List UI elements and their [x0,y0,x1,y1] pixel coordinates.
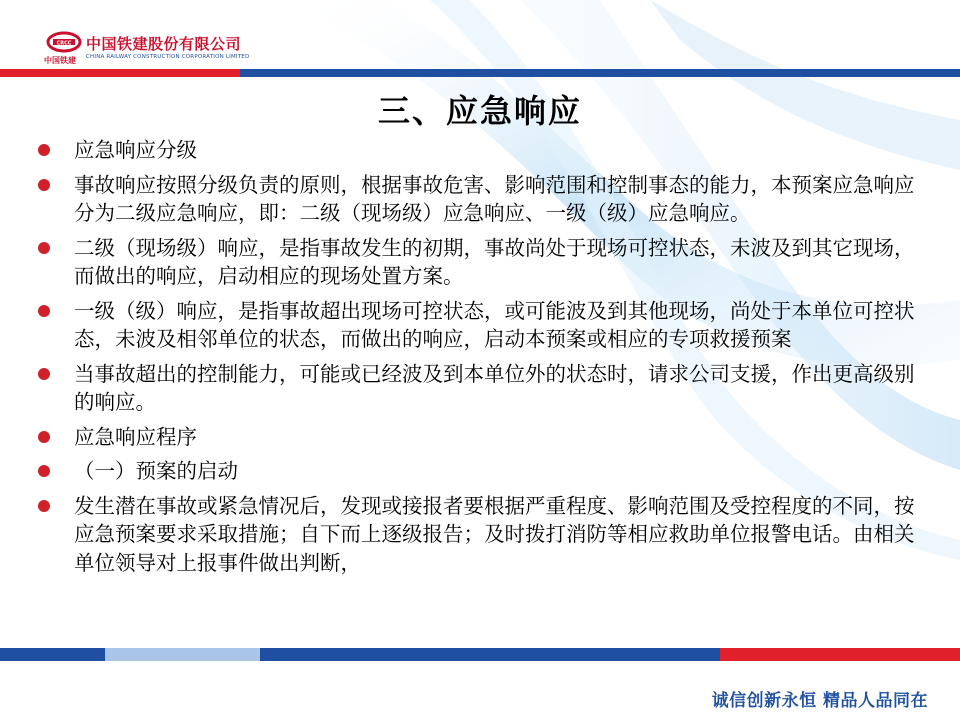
crcc-logo-icon [46,30,82,54]
top-stripe-red [0,69,240,77]
company-name-cn: 中国铁建股份有限公司 [86,35,242,53]
list-item-text: 二级（现场级）响应，是指事故发生的初期，事故尚处于现场可控状态，未波及到其它现场，而做出的响应，启动相应的现场处置方案。 [74,235,915,288]
bullet-icon [38,500,50,512]
list-item [38,136,918,165]
top-stripe-blue [240,69,960,77]
list-item-text: （一）预案的启动 [74,459,238,483]
list-item-text: 应急响应程序 [74,424,197,449]
svg-text:CRCC: CRCC [56,40,72,47]
bullet-icon [38,242,50,254]
bottom-stripe-blue [260,648,720,661]
footer-slogan: 诚信创新永恒 精品人品同在 [711,691,928,711]
brand-short-name: 中国铁建 [44,56,76,65]
list-item [38,457,918,486]
bullet-icon [38,431,50,443]
bullet-icon [38,144,50,156]
company-name-en: CHINA RAILWAY CONSTRUCTION CORPORATION LIMITED [86,54,250,60]
top-stripe [0,69,960,77]
list-item [38,297,918,354]
list-item-text: 一级（级）响应，是指事故超出现场可控状态，或可能波及到其他现场，尚处于本单位可控状态，未波及相邻单位的状态，而做出的响应，启动本预案或相应的专项救援预案 [74,298,915,351]
bullet-icon [38,305,50,317]
bullet-icon [38,179,50,191]
bullet-icon [38,368,50,380]
bottom-stripe-lightblue [105,648,260,661]
list-item-text: 事故响应按照分级负责的原则，根据事故危害、影响范围和控制事态的能力，本预案应急响应分为二级应急响应，即：二级（现场级）应急响应、一级（级）应急响应。 [74,172,915,225]
bottom-stripe-blue-left [0,648,105,661]
list-item-text: 发生潜在事故或紧急情况后，发现或接报者要根据严重程度、影响范围及受控程度的不同，按应急预案要求采取措施；自下而上逐级报告；及时拨打消防等相应救助单位报警电话。由相关单位领导对上报事件做出判断， [74,493,915,575]
list-item [38,492,918,578]
bottom-stripe-red [720,648,960,661]
list-item-text: 当事故超出的控制能力，可能或已经波及到本单位外的状态时，请求公司支援，作出更高级别的响应。 [74,361,915,414]
list-item [38,234,918,291]
bullet-list [38,136,918,583]
list-item [38,171,918,228]
list-item-text: 应急响应分级 [74,138,197,162]
bottom-stripe [0,648,960,661]
slide-title: 三、应急响应 [377,92,582,130]
list-item [38,360,918,417]
list-item [38,423,918,452]
bullet-icon [38,465,50,477]
